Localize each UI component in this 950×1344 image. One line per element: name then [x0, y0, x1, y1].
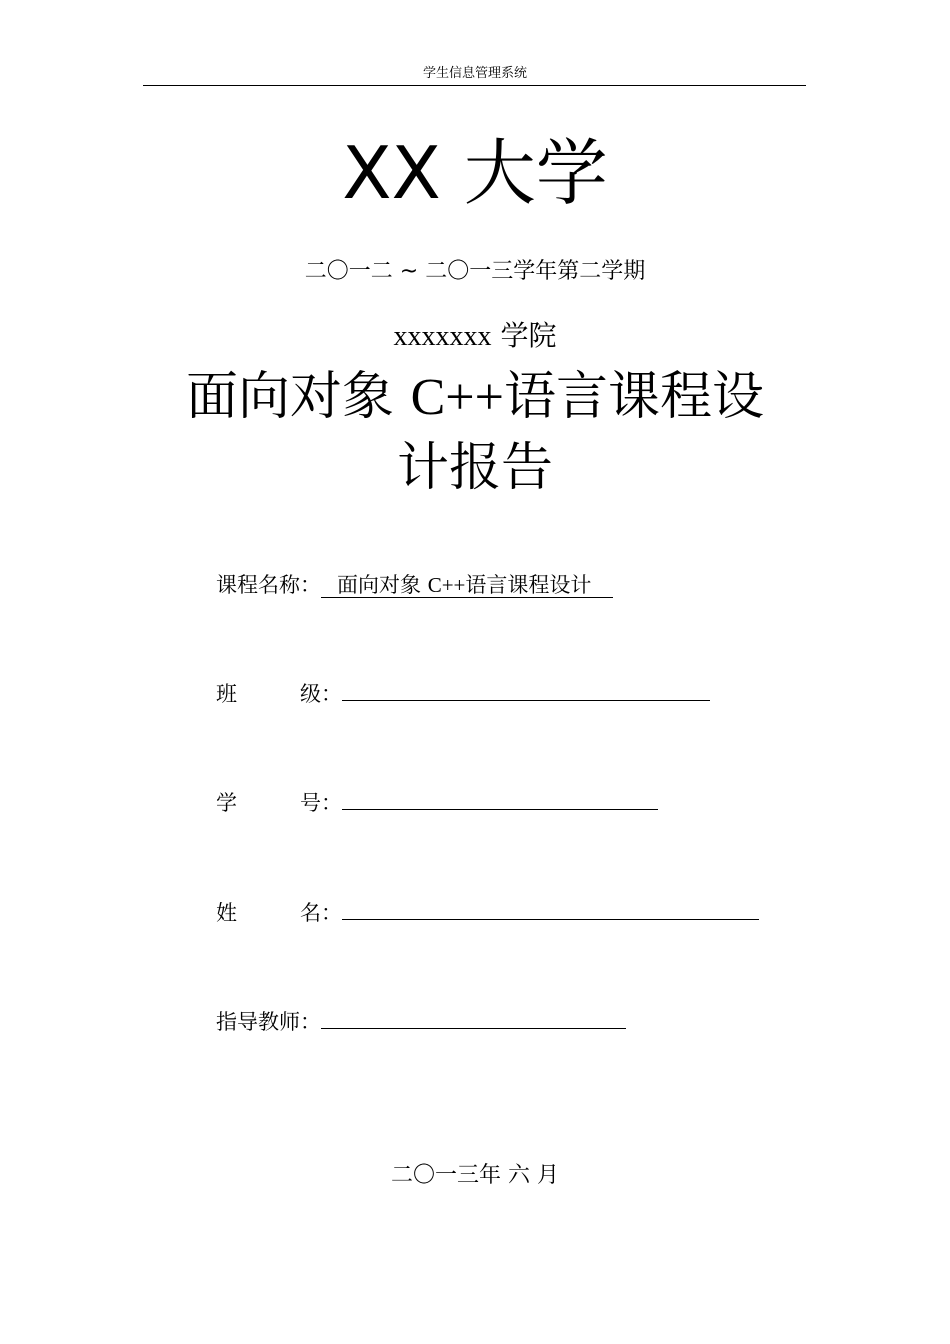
advisor-blank-line	[321, 1006, 626, 1029]
college-suffix: 学院	[500, 319, 557, 352]
student-name-label-char1: 姓	[216, 901, 237, 925]
report-date: 二〇一三年 六 月	[391, 1163, 559, 1188]
course-name-value	[321, 573, 613, 598]
student-id-label-char1: 学	[216, 791, 237, 815]
student-id-label-char2: 号	[300, 791, 321, 815]
course-name-label: 课程名称	[216, 573, 300, 597]
report-title-cpp: C++	[410, 369, 504, 426]
student-id-label	[216, 788, 300, 818]
student-name-blank-line	[342, 897, 759, 920]
student-name-label-char2: 名	[300, 901, 321, 925]
class-blank-line	[342, 678, 710, 701]
student-name-field	[216, 897, 759, 928]
class-label	[216, 679, 300, 709]
student-id-colon: ：	[321, 791, 342, 815]
advisor-label: 指导教师	[216, 1010, 300, 1034]
course-name-field	[216, 570, 613, 600]
class-label-char2: 级	[300, 682, 321, 706]
advisor-colon: ：	[300, 1010, 321, 1034]
college-prefix: xxxxxxx	[393, 321, 492, 352]
course-name-colon: ：	[300, 573, 321, 597]
class-field	[216, 678, 710, 709]
student-id-blank-line	[342, 787, 658, 810]
report-title	[150, 362, 800, 503]
student-name-colon: ：	[321, 901, 342, 925]
course-value-cpp: C++	[427, 573, 466, 597]
course-value-part2: 语言课程设计	[465, 573, 592, 597]
report-title-part2: 语言课程设	[503, 367, 764, 427]
report-title-part1: 面向对象	[186, 367, 395, 427]
class-label-char1: 班	[216, 682, 237, 706]
advisor-field	[216, 1006, 626, 1037]
student-name-label	[216, 898, 300, 928]
page-header-title: 学生信息管理系统	[422, 66, 527, 81]
academic-term: 二〇一二 ~ 二〇一三学年第二学期	[304, 259, 646, 284]
university-name: XX 大学	[342, 131, 608, 215]
college-name	[0, 318, 950, 355]
course-value-part1: 面向对象	[337, 573, 421, 597]
student-id-field	[216, 787, 658, 818]
header-divider	[143, 85, 806, 86]
report-title-line2: 计报告	[396, 438, 553, 498]
class-colon: ：	[321, 682, 342, 706]
